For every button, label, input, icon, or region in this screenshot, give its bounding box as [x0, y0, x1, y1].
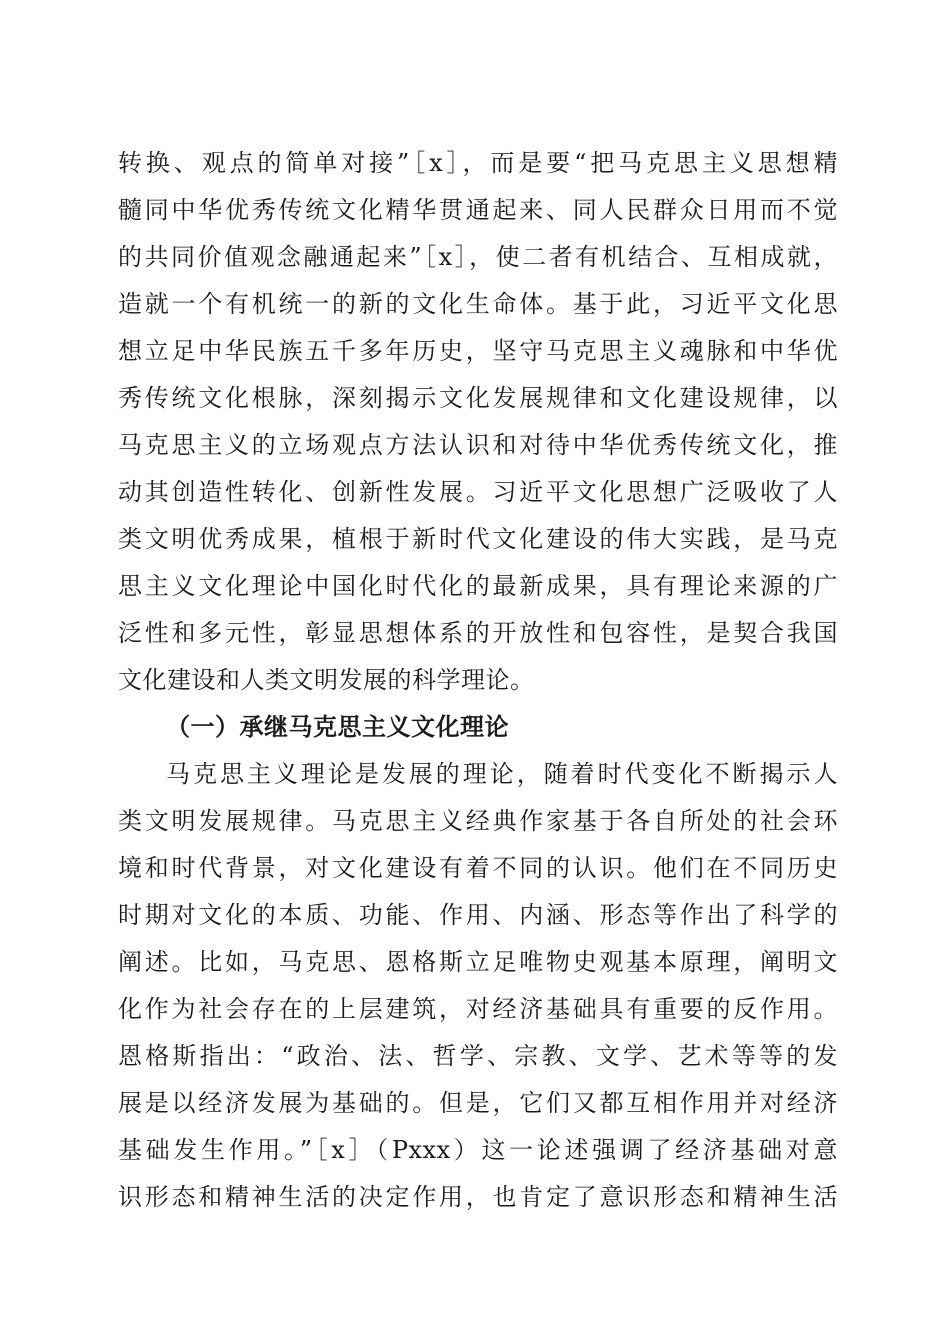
paragraph-1-line: 马克思主义的立场观点方法认识和对待中华优秀传统文化，推 — [118, 431, 838, 459]
paragraph-2-line: 化作为社会存在的上层建筑，对经济基础具有重要的反作用。 — [118, 995, 838, 1023]
paragraph-1-line: 类文明优秀成果，植根于新时代文化建设的伟大实践，是马克 — [118, 525, 838, 553]
paragraph-2-line: 境和时代背景，对文化建设有着不同的认识。他们在不同历史 — [118, 854, 838, 882]
paragraph-2-line: 时期对文化的本质、功能、作用、内涵、形态等作出了科学的 — [118, 901, 838, 929]
paragraph-1-line: 转换、观点的简单对接”［x］，而是要“把马克思主义思想精 — [118, 149, 838, 177]
paragraph-1-line: 髓同中华优秀传统文化精华贯通起来、同人民群众日用而不觉 — [118, 196, 838, 224]
paragraph-1-line: 造就一个有机统一的新的文化生命体。基于此，习近平文化思 — [118, 290, 838, 318]
paragraph-1-line: 泛性和多元性，彰显思想体系的开放性和包容性，是契合我国 — [118, 619, 838, 647]
paragraph-1-line: 秀传统文化根脉，深刻揭示文化发展规律和文化建设规律，以 — [118, 384, 838, 412]
paragraph-2-line: 恩格斯指出：“政治、法、哲学、宗教、文学、艺术等等的发 — [118, 1042, 838, 1070]
paragraph-1-line: 动其创造性转化、创新性发展。习近平文化思想广泛吸收了人 — [118, 478, 838, 506]
paragraph-2-line: 识形态和精神生活的决定作用，也肯定了意识形态和精神生活 — [118, 1183, 838, 1211]
paragraph-2-line: 马克思主义理论是发展的理论，随着时代变化不断揭示人 — [166, 760, 838, 788]
paragraph-1-line: 的共同价值观念融通起来”［x］，使二者有机结合、互相成就， — [118, 243, 838, 271]
paragraph-1-line: 思主义文化理论中国化时代化的最新成果，具有理论来源的广 — [118, 572, 838, 600]
paragraph-1-line: 想立足中华民族五千多年历史，坚守马克思主义魂脉和中华优 — [118, 337, 838, 365]
paragraph-2-line: 阐述。比如，马克思、恩格斯立足唯物史观基本原理，阐明文 — [118, 948, 838, 976]
paragraph-2-line: 类文明发展规律。马克思主义经典作家基于各自所处的社会环 — [118, 807, 838, 835]
paragraph-1-line: 文化建设和人类文明发展的科学理论。 — [118, 666, 535, 694]
section-heading: （一）承继马克思主义文化理论 — [166, 712, 509, 741]
paragraph-2-line: 基础发生作用。”［x］（Pxxx）这一论述强调了经济基础对意 — [118, 1136, 838, 1164]
paragraph-2-line: 展是以经济发展为基础的。但是，它们又都互相作用并对经济 — [118, 1089, 838, 1117]
